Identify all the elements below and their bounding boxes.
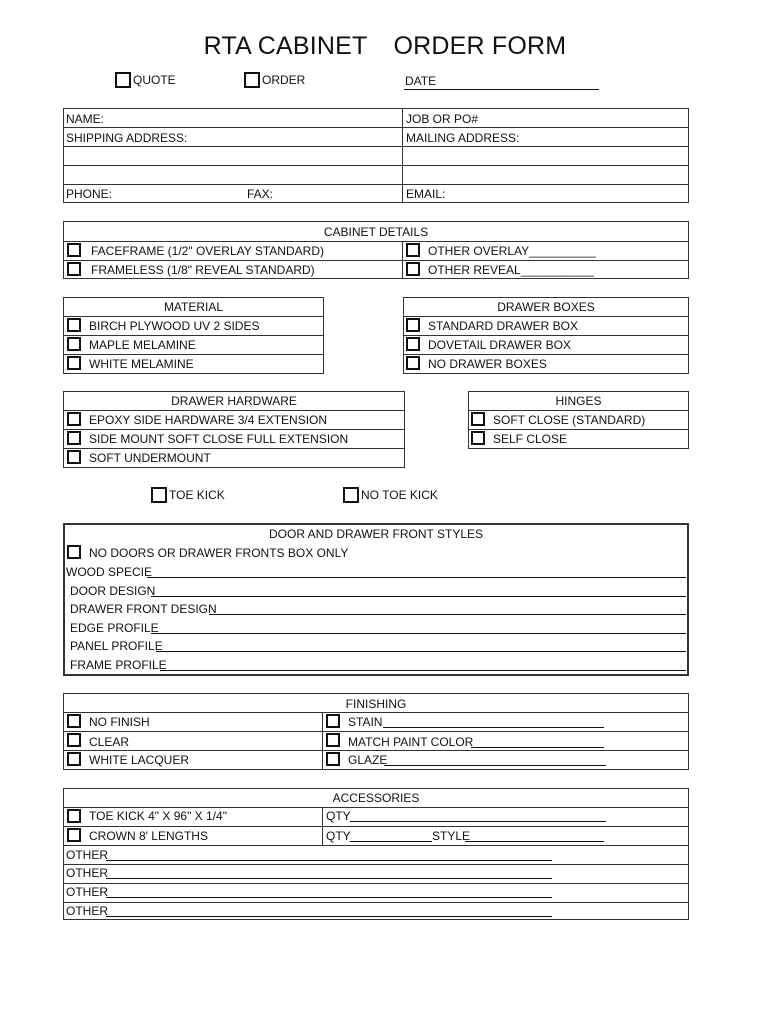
row-line bbox=[63, 731, 689, 732]
row-line bbox=[63, 241, 689, 242]
frame-profile-label: FRAME PROFILE bbox=[70, 658, 167, 672]
style-label: STYLE bbox=[432, 829, 471, 843]
glaze-label: GLAZE bbox=[348, 753, 388, 767]
material-item: BIRCH PLYWOOD UV 2 SIDES bbox=[89, 319, 260, 333]
qty-label: QTY bbox=[326, 829, 351, 843]
finishing-title: FINISHING bbox=[345, 697, 407, 711]
row-line bbox=[63, 165, 689, 166]
no-doors-label: NO DOORS OR DRAWER FRONTS BOX ONLY bbox=[89, 546, 349, 560]
row-line bbox=[63, 883, 689, 884]
qty-label: QTY bbox=[326, 809, 351, 823]
panel-profile-line[interactable] bbox=[156, 651, 686, 652]
title-part-2: ORDER FORM bbox=[393, 32, 567, 60]
email-field[interactable]: EMAIL: bbox=[406, 187, 446, 201]
other-label: OTHER bbox=[66, 904, 108, 918]
drawer-front-design-label: DRAWER FRONT DESIGN bbox=[70, 602, 217, 616]
customer-info-box bbox=[63, 108, 689, 203]
material-item: WHITE MELAMINE bbox=[89, 357, 194, 371]
other-overlay-checkbox[interactable] bbox=[406, 243, 420, 257]
col-line bbox=[402, 241, 403, 279]
title-part-1: RTA CABINET bbox=[203, 32, 368, 60]
glaze-checkbox[interactable] bbox=[326, 752, 340, 766]
row-line bbox=[63, 712, 689, 713]
row-line bbox=[63, 902, 689, 903]
mailing-address-field[interactable]: MAILING ADDRESS: bbox=[406, 131, 520, 145]
row-line bbox=[63, 448, 405, 449]
hardware-item: SOFT UNDERMOUNT bbox=[89, 451, 211, 465]
col-line bbox=[322, 807, 323, 845]
row-line bbox=[63, 127, 689, 128]
row-line bbox=[63, 146, 689, 147]
hinge-item: SOFT CLOSE (STANDARD) bbox=[493, 413, 646, 427]
no-toe-kick-checkbox[interactable] bbox=[343, 487, 359, 503]
soft-undermount-checkbox[interactable] bbox=[67, 450, 81, 464]
dovetail-drawer-checkbox[interactable] bbox=[406, 337, 420, 351]
material-title: MATERIAL bbox=[163, 300, 224, 314]
wood-specie-label: WOOD SPECIE bbox=[66, 565, 153, 579]
maple-melamine-checkbox[interactable] bbox=[67, 337, 81, 351]
match-paint-label: MATCH PAINT COLOR bbox=[348, 735, 474, 749]
stain-checkbox[interactable] bbox=[326, 714, 340, 728]
row-line bbox=[63, 864, 689, 865]
frame-profile-line[interactable] bbox=[160, 670, 686, 671]
drawer-box-item: DOVETAIL DRAWER BOX bbox=[428, 338, 571, 352]
toe-kick-label: TOE KICK bbox=[169, 488, 225, 502]
shipping-address-field[interactable]: SHIPPING ADDRESS: bbox=[66, 131, 188, 145]
hinge-item: SELF CLOSE bbox=[493, 432, 568, 446]
row-line bbox=[468, 410, 689, 411]
other-overlay-label[interactable]: OTHER OVERLAY__________ bbox=[428, 244, 596, 258]
wood-specie-line[interactable] bbox=[147, 577, 686, 578]
edge-profile-label: EDGE PROFILE bbox=[70, 621, 159, 635]
customer-divider bbox=[402, 108, 403, 203]
other-line[interactable] bbox=[106, 878, 552, 879]
row-line bbox=[63, 429, 405, 430]
material-item: MAPLE MELAMINE bbox=[89, 338, 196, 352]
no-finish-label: NO FINISH bbox=[89, 715, 150, 729]
order-checkbox[interactable] bbox=[244, 72, 260, 88]
row-line bbox=[63, 826, 689, 827]
white-lacquer-checkbox[interactable] bbox=[67, 752, 81, 766]
door-design-label: DOOR DESIGN bbox=[70, 584, 156, 598]
fax-field[interactable]: FAX: bbox=[247, 187, 274, 201]
qty-line[interactable] bbox=[350, 821, 606, 822]
page-title bbox=[0, 32, 770, 61]
other-reveal-label[interactable]: OTHER REVEAL___________ bbox=[428, 263, 595, 277]
row-line bbox=[468, 429, 689, 430]
date-label: DATE bbox=[405, 74, 437, 88]
row-line bbox=[63, 807, 689, 808]
quote-label: QUOTE bbox=[133, 73, 176, 87]
other-label: OTHER bbox=[66, 848, 108, 862]
clear-checkbox[interactable] bbox=[67, 733, 81, 747]
row-line bbox=[403, 316, 689, 317]
style-line[interactable] bbox=[465, 841, 604, 842]
no-finish-checkbox[interactable] bbox=[67, 714, 81, 728]
frameless-checkbox[interactable] bbox=[67, 262, 81, 276]
toe-kick-accessory-label: TOE KICK 4" X 96" X 1/4" bbox=[89, 809, 227, 823]
other-line[interactable] bbox=[106, 897, 552, 898]
row-line bbox=[63, 410, 405, 411]
row-line bbox=[63, 845, 689, 846]
stain-label: STAIN bbox=[348, 715, 383, 729]
cabinet-details-title: CABINET DETAILS bbox=[323, 225, 429, 239]
door-design-line[interactable] bbox=[151, 596, 686, 597]
drawer-box-item: STANDARD DRAWER BOX bbox=[428, 319, 579, 333]
self-close-checkbox[interactable] bbox=[471, 431, 485, 445]
other-line[interactable] bbox=[106, 860, 552, 861]
faceframe-label: FACEFRAME (1/2" OVERLAY STANDARD) bbox=[91, 244, 324, 258]
other-reveal-checkbox[interactable] bbox=[406, 262, 420, 276]
drawer-front-design-line[interactable] bbox=[209, 614, 686, 615]
hardware-item: SIDE MOUNT SOFT CLOSE FULL EXTENSION bbox=[89, 432, 349, 446]
frameless-label: FRAMELESS (1/8" REVEAL STANDARD) bbox=[91, 263, 315, 277]
faceframe-checkbox[interactable] bbox=[67, 243, 81, 257]
no-doors-checkbox[interactable] bbox=[67, 545, 81, 559]
drawer-hardware-title: DRAWER HARDWARE bbox=[171, 394, 297, 408]
match-paint-line[interactable] bbox=[471, 747, 604, 748]
drawer-boxes-title: DRAWER BOXES bbox=[497, 300, 595, 314]
no-toe-kick-label: NO TOE KICK bbox=[361, 488, 438, 502]
other-label: OTHER bbox=[66, 885, 108, 899]
name-field[interactable]: NAME: bbox=[66, 112, 105, 126]
soft-close-checkbox[interactable] bbox=[471, 412, 485, 426]
drawer-box-item: NO DRAWER BOXES bbox=[428, 357, 547, 371]
row-line bbox=[63, 354, 324, 355]
col-line bbox=[322, 712, 323, 770]
stain-line[interactable] bbox=[383, 727, 604, 728]
birch-plywood-checkbox[interactable] bbox=[67, 318, 81, 332]
hardware-item: EPOXY SIDE HARDWARE 3/4 EXTENSION bbox=[89, 413, 328, 427]
order-label: ORDER bbox=[262, 73, 306, 87]
crown-checkbox[interactable] bbox=[67, 828, 81, 842]
row-line bbox=[63, 750, 689, 751]
row-line bbox=[403, 335, 689, 336]
side-mount-checkbox[interactable] bbox=[67, 431, 81, 445]
quote-checkbox[interactable] bbox=[115, 72, 131, 88]
glaze-line[interactable] bbox=[384, 765, 606, 766]
phone-field[interactable]: PHONE: bbox=[66, 187, 113, 201]
epoxy-hardware-checkbox[interactable] bbox=[67, 412, 81, 426]
row-line bbox=[63, 316, 324, 317]
edge-profile-line[interactable] bbox=[151, 633, 686, 634]
job-po-field[interactable]: JOB OR PO# bbox=[406, 112, 479, 126]
panel-profile-label: PANEL PROFILE bbox=[70, 639, 163, 653]
other-label: OTHER bbox=[66, 866, 108, 880]
row-line bbox=[63, 335, 324, 336]
row-line bbox=[63, 260, 689, 261]
door-styles-title: DOOR AND DRAWER FRONT STYLES bbox=[268, 527, 484, 541]
date-line[interactable] bbox=[404, 89, 599, 90]
row-line bbox=[403, 354, 689, 355]
qty-line[interactable] bbox=[350, 841, 432, 842]
clear-label: CLEAR bbox=[89, 735, 130, 749]
hinges-title: HINGES bbox=[555, 394, 602, 408]
white-lacquer-label: WHITE LACQUER bbox=[89, 753, 190, 767]
toe-kick-checkbox[interactable] bbox=[151, 487, 167, 503]
no-drawer-boxes-checkbox[interactable] bbox=[406, 356, 420, 370]
row-line bbox=[63, 184, 689, 185]
other-line[interactable] bbox=[106, 916, 552, 917]
toe-kick-accessory-checkbox[interactable] bbox=[67, 809, 81, 823]
match-paint-checkbox[interactable] bbox=[326, 733, 340, 747]
standard-drawer-checkbox[interactable] bbox=[406, 318, 420, 332]
crown-label: CROWN 8' LENGTHS bbox=[89, 829, 208, 843]
accessories-title: ACCESSORIES bbox=[332, 791, 420, 805]
white-melamine-checkbox[interactable] bbox=[67, 356, 81, 370]
